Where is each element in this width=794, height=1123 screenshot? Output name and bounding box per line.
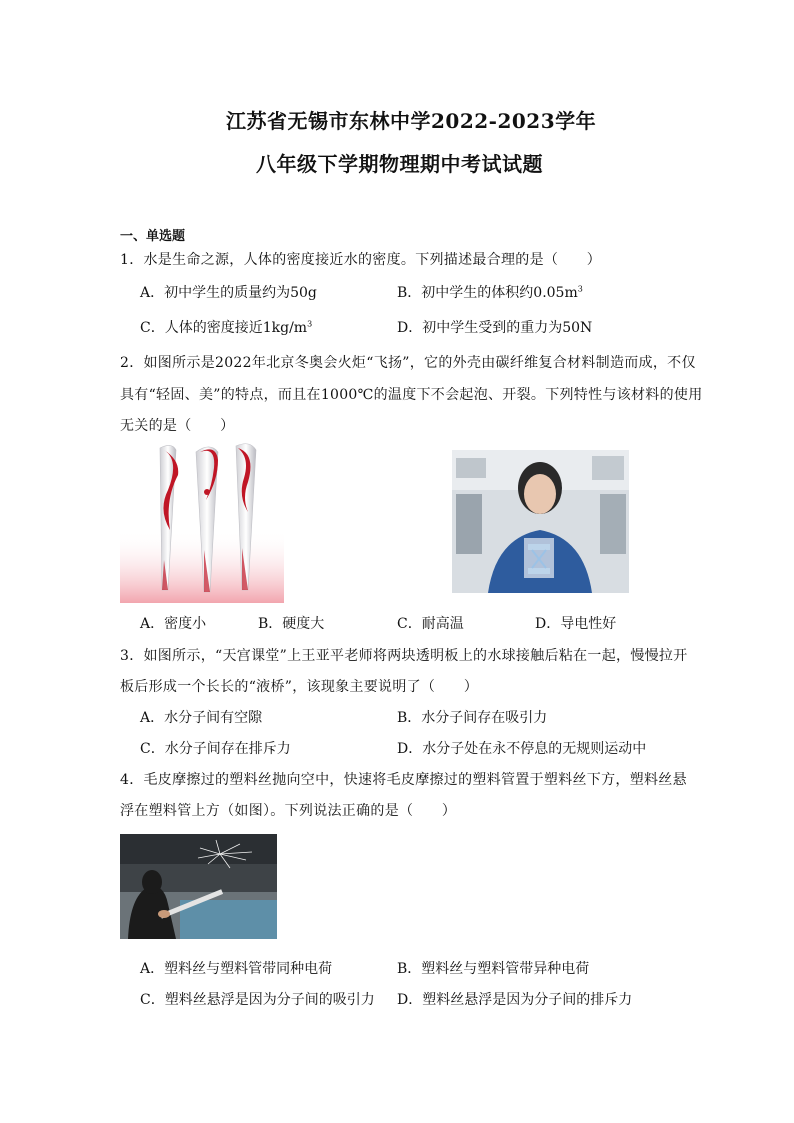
q2-stem-line2: 具有“轻固、美”的特点，而且在1000℃的温度下不会起泡、开裂。下列特性与该材料的使用 [120, 387, 703, 403]
q2-stem-line3: 无关的是（ ） [120, 418, 235, 434]
q4-option-b: B．塑料丝与塑料管带异种电荷 [397, 961, 590, 977]
q4-stem-line2: 浮在塑料管上方（如图）。下列说法正确的是（ ） [120, 803, 457, 819]
q2-option-a: A．密度小 [140, 616, 207, 632]
q4-option-d: D．塑料丝悬浮是因为分子间的排斥力 [397, 992, 633, 1008]
plastic-string-demo-image [120, 834, 277, 939]
q3-option-a: A．水分子间有空隙 [140, 710, 263, 726]
q1-option-c-sup: 3 [307, 319, 313, 329]
torch-image [120, 440, 284, 603]
q1-option-b [397, 282, 583, 302]
q1-option-c-text: C．人体的密度接近1kg/m [140, 320, 308, 336]
q1-option-b-text: B．初中学生的体积约0.05m [397, 285, 578, 301]
q4-option-a: A．塑料丝与塑料管带同种电荷 [140, 961, 333, 977]
q3-option-b: B．水分子间存在吸引力 [397, 710, 548, 726]
tiangong-classroom-image [452, 450, 629, 593]
q2-option-b: B．硬度大 [258, 616, 325, 632]
q2-option-d: D．导电性好 [535, 616, 617, 632]
q4-stem-line1: 4．毛皮摩擦过的塑料丝抛向空中，快速将毛皮摩擦过的塑料管置于塑料丝下方，塑料丝悬 [120, 772, 687, 788]
q3-stem-line1: 3．如图所示，“天宫课堂”上王亚平老师将两块透明板上的水球接触后粘在一起，慢慢拉开 [120, 648, 688, 664]
q3-stem-line2: 板后形成一个长长的“液桥”，该现象主要说明了（ ） [120, 679, 479, 695]
page-title-line2: 八年级下学期物理期中考试试题 [256, 152, 543, 176]
q3-option-d: D．水分子处在永不停息的无规则运动中 [397, 741, 647, 757]
q1-stem: 1．水是生命之源，人体的密度接近水的密度。下列描述最合理的是（ ） [120, 252, 602, 268]
q4-option-c: C．塑料丝悬浮是因为分子间的吸引力 [140, 992, 375, 1008]
q2-option-c: C．耐高温 [397, 616, 464, 632]
q1-option-d: D．初中学生受到的重力为50N [397, 320, 593, 336]
page-title-line1: 江苏省无锡市东林中学2022-2023学年 [226, 109, 597, 133]
q2-stem-line1: 2．如图所示是2022年北京冬奥会火炬“飞扬”，它的外壳由碳纤维复合材料制造而成，不仅 [120, 355, 696, 371]
section-heading: 一、单选题 [120, 229, 186, 244]
q1-option-b-sup: 3 [577, 284, 583, 294]
q3-option-c: C．水分子间存在排斥力 [140, 741, 291, 757]
q1-option-c [140, 317, 312, 337]
q1-option-a: A．初中学生的质量约为50g [140, 285, 317, 301]
